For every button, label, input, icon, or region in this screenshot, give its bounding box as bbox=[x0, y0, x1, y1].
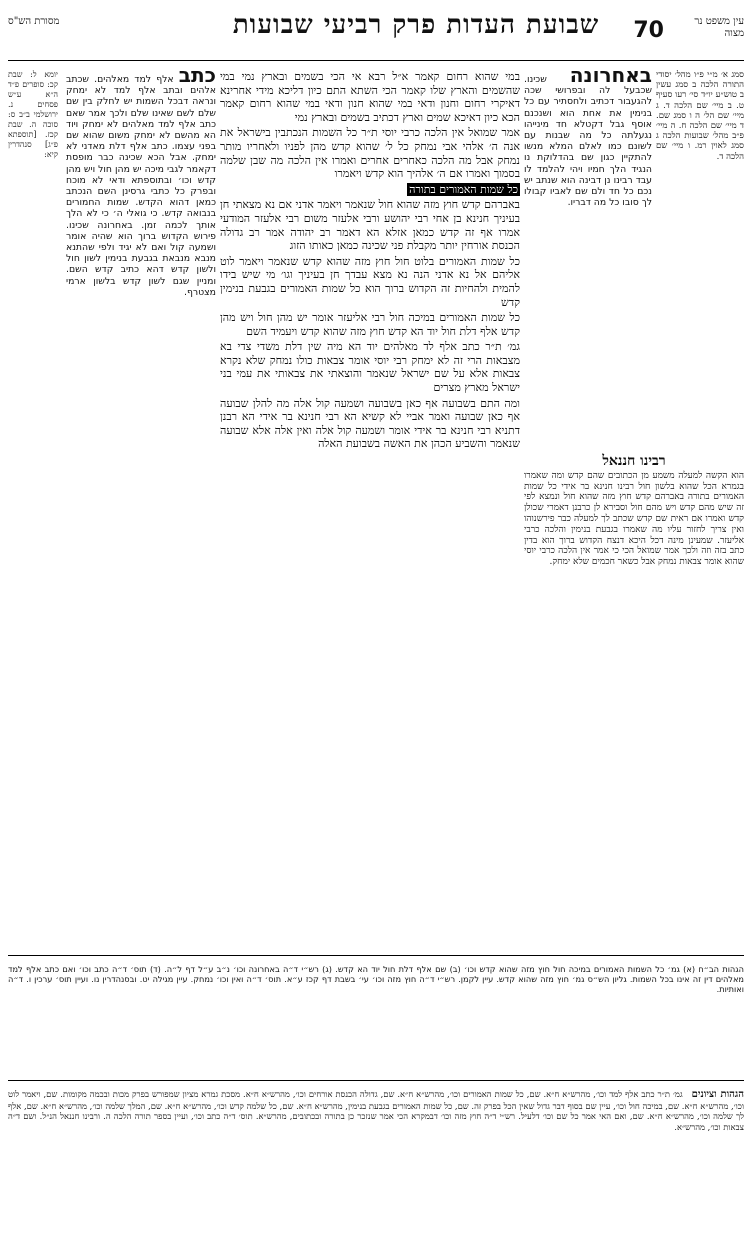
gemara-paragraph: כל שמות האמורים במיכה חול רבי אליעזר אומר יש מהן חול ויש מהן קדש אלף דלת חול יוד הא קדש חוץ מזה שהוא קדש ויעמיד השם bbox=[220, 311, 520, 338]
hagahot-vetziyunim bbox=[8, 1080, 744, 1241]
tosafot-column bbox=[66, 70, 216, 950]
ein-mishpat-label: עין משפט נר מצוה bbox=[694, 16, 744, 39]
rashi-text: שכינו. שכבעל לה ובפרושי שכה להגעבור דכתיב ולחסתיר עם כל בנימין את אחת הוא ושנכנם אוסף גבל דקטלא חד מינייהו נגעלתה כל מה שבנות עם לשונם כמו לאלם המלא מנשו להתקיין כגון שם בהדלוקת נו הנגיד הלך חמיו ויהי להלמד לו עבד רבינו נן דבינה הוא שנתב יש נכם כל חד ולם שם לאביו קבולו לך סובו כל מה דבריו. bbox=[524, 74, 652, 209]
tosafot-lead-word: כתב bbox=[178, 70, 216, 87]
gemara-paragraph: גמ׳ ת״ר כתב אלף לד מאלהים יוד הא מיה שין דלת משדי צדי בא מצבאות הרי זה לא ימחק רבי יוסי אומר צבאות כולו נמחק שלא נקרא צבאות אלא על שם ישראל שנאמר והוצאתי את צבאותי את עמי בני ישראל מארץ מצרים bbox=[220, 340, 520, 395]
highlighted-phrase: כל שמות האמורים בתורה bbox=[409, 182, 518, 196]
gemara-paragraph: כל שמות האמורים בלוט חול חוץ מזה שהוא קדש שנאמר ויאמר לוט אליהם אל נא אדני הנה נא מצא עבדך חן בעיניך וגו׳ מי שיש בידו להמית ולהחיות זה הקדוש ברוך הוא כל שמות האמורים בגבעת בנימין קדש bbox=[220, 254, 520, 309]
chananel-title: רבינו חננאל bbox=[602, 453, 666, 469]
rashi-lead-word: באחרונה bbox=[569, 70, 652, 87]
page-number: 70 bbox=[633, 18, 664, 43]
chananel-text: הוא הקשה למעלה משמע מן הכתובים שהם קדש ומה שאמרו בגמרא הכל שהוא בלשון חול רבינו חנינא בר אידי כל שמות האמורים בתורה באברהם קדש חוץ מזה שהוא חול ונמצא לפי זה שיש מהם קדש ויש מהם חול וסבירא לן כרבנן דאמרי שכולן קדש ואמרו אם ראית שם קדש שכתב לך למעלה כבר פירשנוהו ואין צריך לחזור עליו מה שאמרו בגבעת בנימין והלכה כרבי אליעזר. שמעינן מינה דכל היכא דנצח הקדוש ברוך הוא בדין כתב בזה וזה ולכך אמר שמואל הכי כי אמר אין הלכה כרבי יוסי שהוא אומר צבאות נמחק אבל כשאר חכמים שלא ימחק. bbox=[524, 470, 744, 568]
masoret-label: מסורת הש"ס bbox=[8, 16, 60, 27]
footer-notes-text: הגהות הב״ח (א) גמ׳ כל השמות האמורים במיכה חול חוץ מזה שהוא קדש וכו׳ (ב) שם אלף דלת חול יוד הא קדש. (ג) רש״י ד״ה באחרונה וכו׳ נ״ב ע״ל דף ל״ה. (ד) תוס׳ ד״ה כתב וכו׳ ואם כתב אלף למד מאלהים דין זה אינו בכל השמות. גליון הש״ס גמ׳ חוץ מזה שהוא קדש. עיין לקמן. רש״י ד״ה חוץ מזה וכו׳ עי׳ בשבת דף קכז ע״א. תוס׳ ד״ה ואין וכו׳ נמחק. עיין מגילה יט. ובסנהדרין נו. ועיין תוס׳ ערכין ו. ד״ה ואותיות. bbox=[8, 964, 744, 995]
tosafot-text: אלף למד מאלהים. שכתב אלהים ובתב אלף למד לא ימחק ונראה דבכל השמות יש לחלק בין שם שלם לשם שאינו שלם ולכך אמר שאם כתב אלף למד מאלהים לא ימחק ויוד הא מהשם לא ימחק משום שהוא שם בפני עצמו. כתב אלף דלת מאדני לא ימחק. אבל הכא שכינה כבר מופסת דקאמר לגבי מיכה יש מהן חול ויש מהן קדש וכו׳ ובתוספתא ודאי לא מוכח ובפרק כל כתבי גרסינן השם הנכתב כמאן דהוא הקדש. שמות החמורים בנבואה קדש. כי גואלי ה׳ כי לא הלך אותך לכמה זמן. באחרונה שכינו. פירוש הקדוש ברוך הוא שהיה אומר ושמעה קול ואם לא יגיד ולפי שהתנא מנבא מנבאת בגבעת בנימין לשון חול ולשון קדש דהא כתיב קדש השם. ומניין שגם לשון קדש בלשון ארמי מצטרף. bbox=[66, 74, 216, 298]
page-title: שבועת העדות פרק רביעי שבועות bbox=[232, 10, 600, 40]
ein-mishpat-text: סמג א׳ מ״י פ״ו מהל׳ יסודי התורה הלכה ב סמג עשין ב טוש״ע יו״ד סי׳ רעו סעיף ט. ב מיי׳ שם הלכה ד. ג מיי׳ שם הל׳ ה ו סמג שם. ד מיי׳ שם הלכה ח. ה מיי׳ פ״ב מהל׳ שבועות הלכה ג סמג לאוין רמ. ו מיי׳ שם הלכה ד. bbox=[656, 70, 744, 162]
gemara-column bbox=[220, 70, 520, 950]
gemara-paragraph: באברהם קדש חוץ מזה שהוא חול שנאמר ויאמר אדני אם נא מצאתי חן בעיניך חנינא בן אחי רבי יהושע ורבי אלעזר משום רבי אלעזר המודעי אמרו אף זה קדש כמאן אזלא הא דאמר רב יהודה אמר רב גדולה הכנסת אורחין יותר מקבלת פני שכינה כמאן כאותו הזוג bbox=[220, 198, 520, 253]
rabbeinu-chananel-column bbox=[524, 452, 744, 952]
ein-mishpat-column bbox=[656, 70, 744, 450]
hagahot-footer bbox=[8, 955, 744, 1066]
bottom-notes-label: הגהות וציונים bbox=[691, 1089, 744, 1101]
gemara-paragraph: אמר שמואל אין הלכה כרבי יוסי ת״ר כל השמות הנכתבין בישראל את אנה ה׳ אלהי אבי נמחק כל ל׳ שהוא קדש מהן לפניו ולאחריו מותר נמחק אבל מה הלכה כאחרים אחרים ואמרו אין הלכה מה שבן שלמה בסמוך ואמרו אם ה׳ אלהיך הוא קדש ויאמרו bbox=[220, 126, 520, 181]
gemara-paragraph: במי שהוא רחום קאמר א״ל רבא אי הכי בשמים ובארץ נמי במי שהשמים והארץ שלו קאמר הכי השתא התם כיון דליכא מידי אחרינא דאיקרי רחום וחנון ודאי במי שהוא חנון ודאי במי שהוא רחום קאמר הכא כיון דאיכא שמים וארץ דכתיב בשמים ובארץ נמי bbox=[220, 70, 520, 124]
rashi-column bbox=[524, 70, 652, 450]
gemara-paragraph: ומה התם בשבועה אף כאן בשבועה ושמעה קול אלה מה להלן שבועה אף כאן שבועה ואמר אביי לא קשיא הא רבי חנינא בר אידי הא רבנן דתניא רבי חנינא בר אידי אומר ושמעה קול אלה ואין אלה אלא שבועה שנאמר והשביע הכהן את האשה בשבועת האלה bbox=[220, 396, 520, 451]
page-header bbox=[8, 8, 744, 61]
masoret-hashas-margin bbox=[8, 70, 58, 950]
bottom-notes-text: גמ׳ ת״ר כתב אלף למד וכו׳, מהרש״א ח״א. שם, כל שמות האמורים וכו׳, מהרש״א ח״א. שם, גדולה הכנסת אורחים וכו׳, מהרש״א ח״א. מסכת גמרא מציון שמפורש בפרק מכות ובכמה מקומות. שם, ויאמר לוט וכו׳, מהרש״א ח״א. שם, במיכה חול וכו׳, עיין שם בסוף דבר גדול שאין הכל בפרק זה. שם, כל שמות האמורים בגבעת בנימין, מהרש״א ח״א. שם, כל שלמה קדש וכו׳, מהרש״א ח״א. שם, המלך שלמה וכו׳, מהרש״א ח״א. שם, אלף לך שלמה וכו׳, מהרש״א ח״א. שם, ואם האי אמר כל שם וכו׳ דלעיל. רש״י ד״ה חוץ מזה וכו׳ דבמקרא הכי אמר שנזכר כן בתורה ובכתובים, מהרש״א. תוס׳ ד״ה כתב וכו׳, ועיין בספר תורה הלכה ה. ורבינו חננאל הנ״ל. ושם ד״ה צבאות וכו׳, מהרש״א. bbox=[8, 1089, 744, 1132]
margin-notes: יומא ל: שבת קכ: סופרים פ״ד ה״א ע״ש פסחים נ. ירושלמי ב״ב ס: סוכה ה. שבת קכז. [תוספתא פ״ג] סנהדרין קיא: bbox=[8, 70, 58, 159]
